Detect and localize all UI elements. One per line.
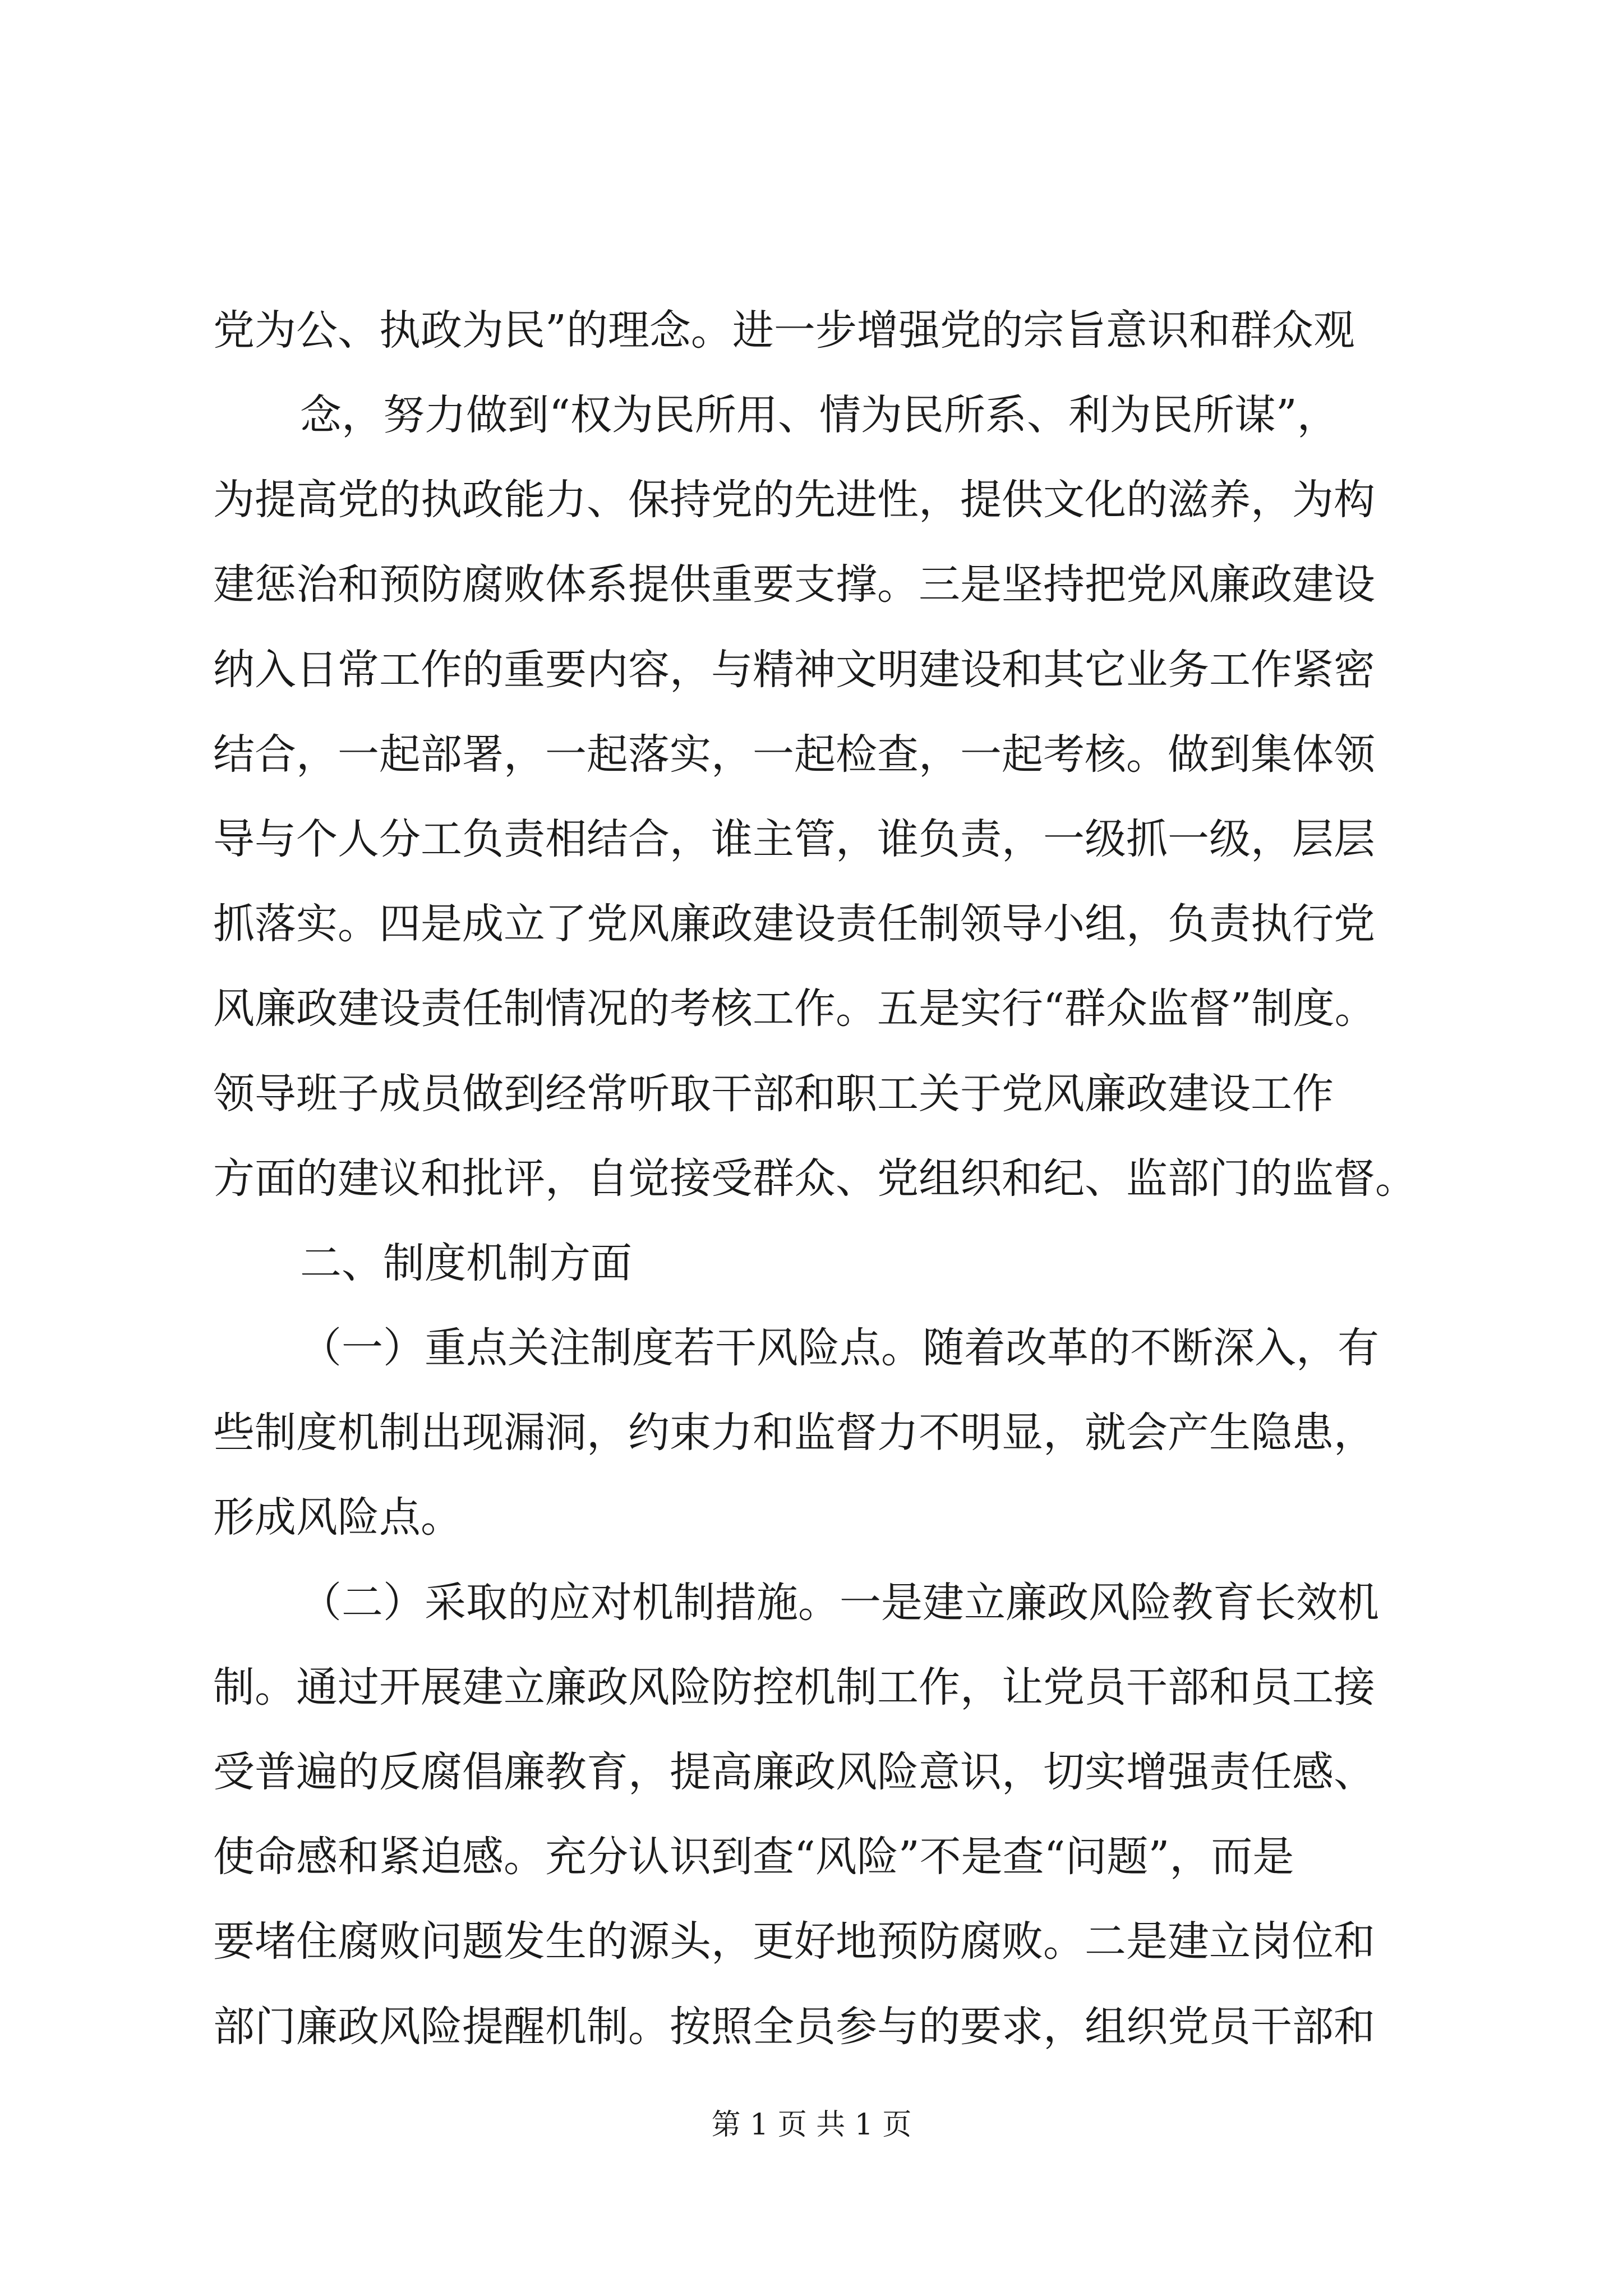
text-line: 念，努力做到“权为民所用、情为民所系、利为民所谋”，: [300, 391, 1339, 439]
section-heading: 二、制度机制方面: [300, 1239, 632, 1287]
text-line: 部门廉政风险提醒机制。按照全员参与的要求，组织党员干部和: [213, 2003, 1375, 2051]
text-line: 风廉政建设责任制情况的考核工作。五是实行“群众监督”制度。: [213, 984, 1376, 1033]
text-line: 党为公、执政为民”的理念。进一步增强党的宗旨意识和群众观: [213, 306, 1355, 355]
text-line: 结合，一起部署，一起落实，一起检查，一起考核。做到集体领: [213, 730, 1375, 779]
page-number-footer: 第 1 页 共 1 页: [711, 2108, 912, 2142]
text-line: （一）重点关注制度若干风险点。随着改革的不断深入，有: [300, 1324, 1379, 1372]
text-line: 要堵住腐败问题发生的源头，更好地预防腐败。二是建立岗位和: [213, 1917, 1375, 1966]
text-line: 建惩治和预防腐败体系提供重要支撑。三是坚持把党风廉政建设: [213, 560, 1375, 609]
text-line: 受普遍的反腐倡廉教育，提高廉政风险意识，切实增强责任感、: [213, 1748, 1375, 1796]
text-line: 些制度机制出现漏洞，约束力和监督力不明显，就会产生隐患，: [213, 1409, 1375, 1457]
text-line: 为提高党的执政能力、保持党的先进性，提供文化的滋养，为构: [213, 476, 1375, 524]
text-line: 制。通过开展建立廉政风险防控机制工作，让党员干部和员工接: [213, 1663, 1375, 1711]
text-line: 抓落实。四是成立了党风廉政建设责任制领导小组，负责执行党: [213, 900, 1375, 948]
text-line: 纳入日常工作的重要内容，与精神文明建设和其它业务工作紧密: [213, 646, 1375, 694]
text-line: 方面的建议和批评，自觉接受群众、党组织和纪、监部门的监督。: [213, 1154, 1417, 1203]
text-line: 领导班子成员做到经常听取干部和职工关于党风廉政建设工作: [213, 1070, 1334, 1118]
text-line: 使命感和紧迫感。充分认识到查“风险”不是查“问题”，而是: [213, 1833, 1294, 1881]
text-line: 形成风险点。: [213, 1493, 462, 1542]
text-line: 导与个人分工负责相结合，谁主管，谁负责，一级抓一级，层层: [213, 815, 1375, 863]
text-line: （二）采取的应对机制措施。一是建立廉政风险教育长效机: [300, 1579, 1379, 1627]
